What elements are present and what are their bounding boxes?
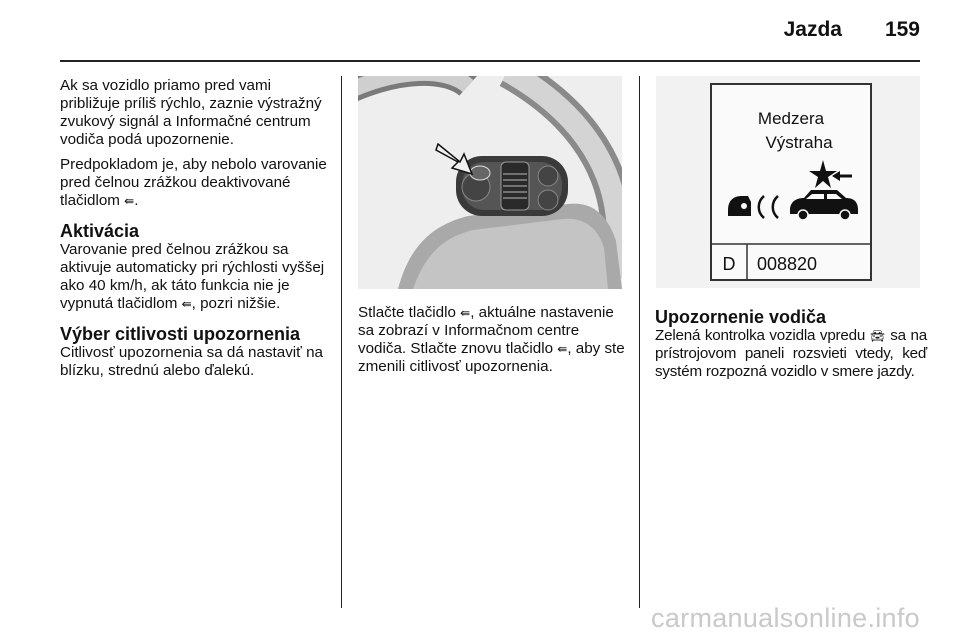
column-left: [60, 77, 332, 387]
display-line-2: Výstraha: [765, 133, 833, 152]
page-header: [0, 16, 960, 56]
display-illustration: [656, 76, 920, 288]
paragraph: Citlivosť upozornenia sa dá nastaviť na blízku, strednú alebo ďalekú.: [60, 344, 323, 379]
steering-wheel-illustration: [358, 76, 622, 289]
vehicle-ahead-gap-icon: ⇚: [181, 297, 192, 311]
vehicle-ahead-gap-icon: ⇚: [557, 342, 568, 356]
gear-indicator: D: [722, 254, 736, 274]
section-heading-driver-alert: Upozornenie vodiča: [655, 307, 827, 327]
section-heading-activation: Aktivácia: [60, 221, 140, 241]
paragraph: Ak sa vozidlo priamo pred vami približuje príliš rýchlo, zaznie výstražný zvukový signál a Informačné centrum vodiča podá upozornenie.: [60, 77, 322, 148]
paragraph: Stlačte tlačidlo ⇚, aktuálne nastavenie sa zobrazí v Informačnom centre vodiča. Stlačte znovu tlačidlo ⇚, aby ste zmenili citlivosť upozornenia.: [358, 304, 625, 375]
paragraph: Varovanie pred čelnou zrážkou sa aktivuje automaticky pri rýchlosti vyššej ako 40 km/h, ak táto funkcia nie je vypnutá tlačidlom ⇚, pozri nižšie.: [60, 241, 325, 312]
section-heading-sensitivity: Výber citlivosti upozornenia: [60, 324, 301, 344]
column-divider-left: [341, 76, 342, 608]
driver-info-display-figure: [656, 76, 920, 288]
header-divider: [60, 60, 920, 62]
paragraph: Predpokladom je, aby nebolo varovanie pred čelnou zrážkou deaktivované tlačidlom ⇚.: [60, 156, 327, 209]
paragraph: Zelená kontrolka vozidla vpredu 🚘︎ sa na prístrojovom paneli rozsvieti vtedy, keď systém rozpozná vozidlo v smere jazdy.: [655, 327, 927, 380]
display-line-1: Medzera: [757, 109, 825, 128]
column-divider-right: [639, 76, 640, 608]
column-right: [655, 307, 927, 388]
page-number: 159: [884, 18, 920, 41]
odometer-readout: 008820: [757, 254, 818, 274]
car-front-icon: 🚘︎: [869, 329, 886, 343]
vehicle-ahead-gap-icon: ⇚: [124, 194, 135, 208]
chapter-title: Jazda: [783, 18, 842, 41]
watermark: carmanualsonline.info: [651, 603, 920, 633]
steering-wheel-figure: [358, 76, 622, 289]
vehicle-ahead-gap-icon: ⇚: [460, 306, 471, 320]
column-middle: [358, 304, 630, 383]
